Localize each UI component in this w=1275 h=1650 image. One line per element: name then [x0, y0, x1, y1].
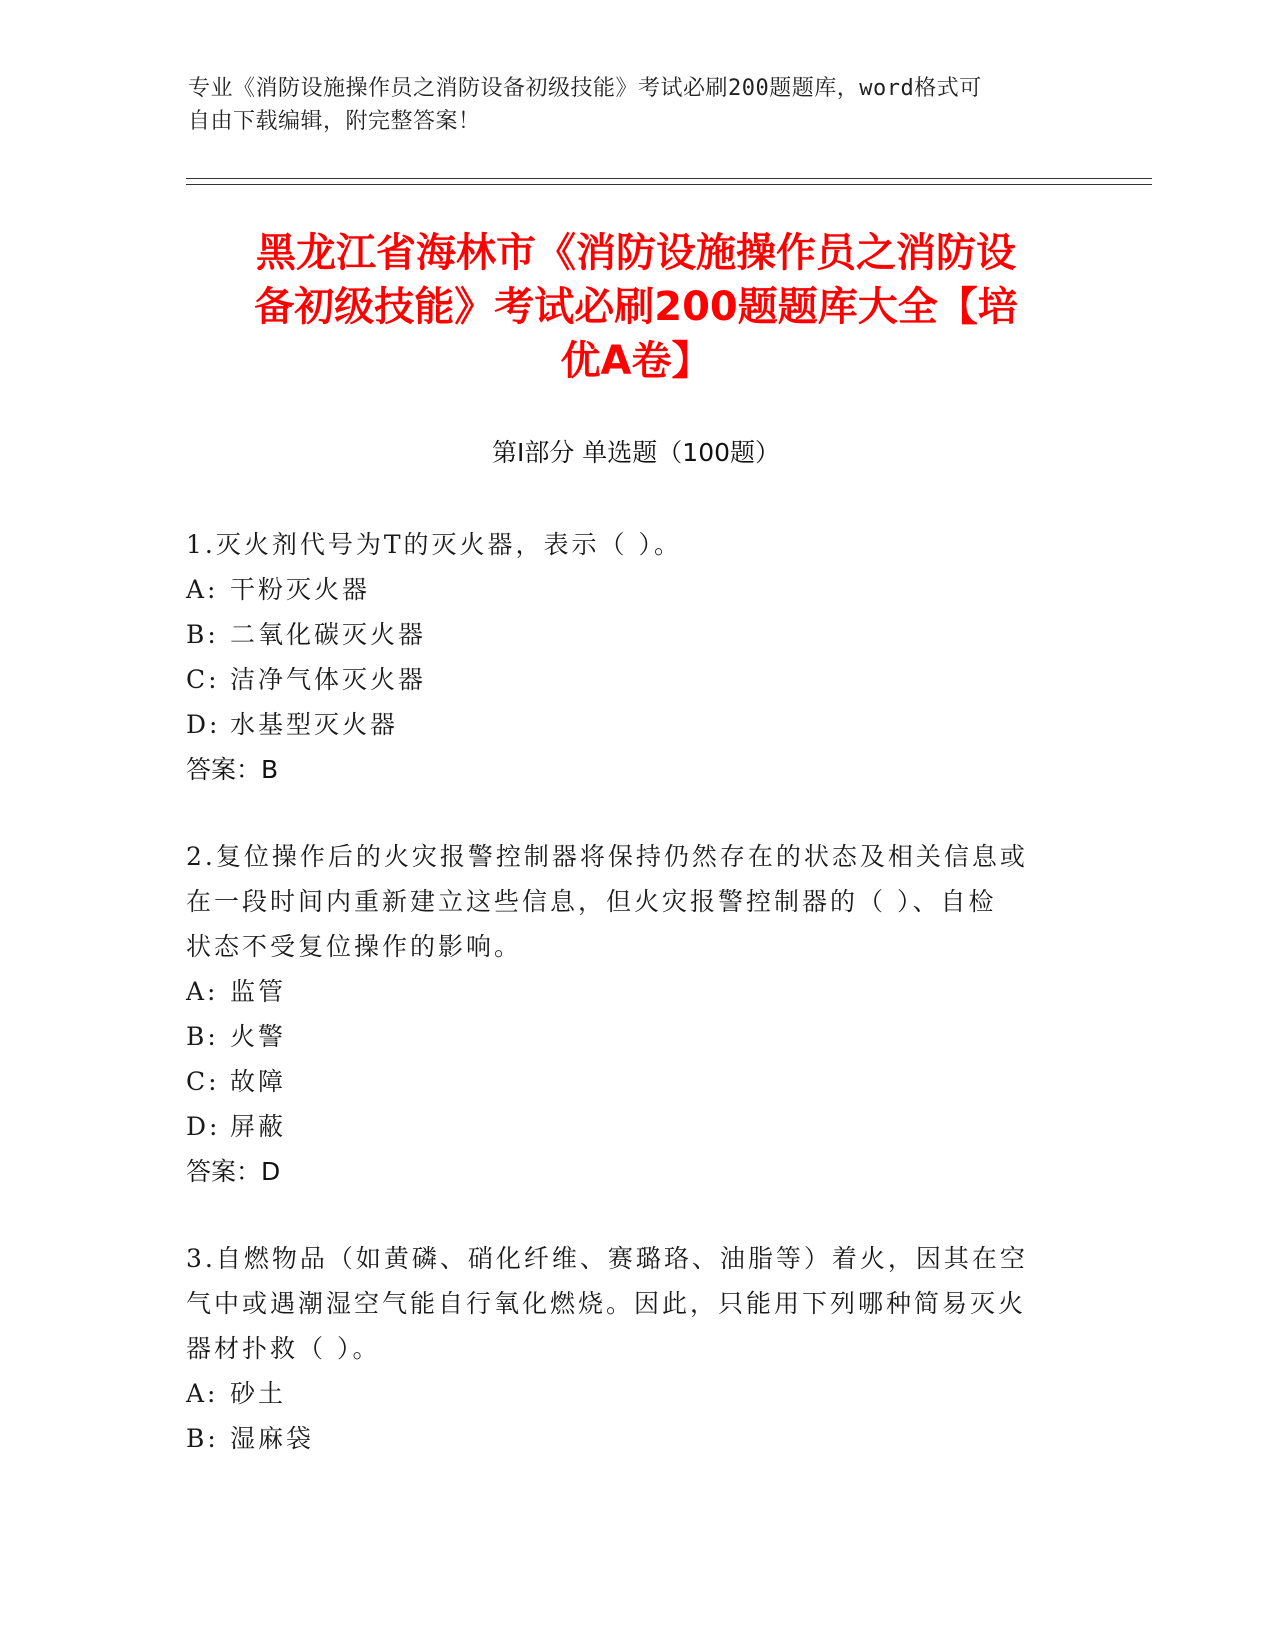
title-line-3: 优A卷】 — [560, 338, 712, 384]
option-text: 屏蔽 — [230, 1112, 287, 1141]
title-line-2: 备初级技能》考试必刷200题题库大全【培 — [254, 284, 1018, 330]
option-text: 砂土 — [230, 1379, 287, 1408]
option-key: A: — [186, 1379, 219, 1408]
option-b — [186, 1416, 1066, 1461]
question-text-line: 1.灭火剂代号为T的灭火器，表示（ ）。 — [186, 530, 682, 559]
question-text-line: 3.自燃物品（如黄磷、硝化纤维、赛璐珞、油脂等）着火，因其在空 — [186, 1244, 1028, 1273]
header-rule-top — [186, 178, 1152, 179]
option-a — [186, 567, 1066, 612]
header-note-line-2: 自由下载编辑，附完整答案！ — [188, 109, 481, 134]
option-text: 二氧化碳灭火器 — [230, 620, 427, 649]
section-title: 第Ⅰ部分 单选题（100题） — [491, 438, 781, 467]
option-key: B: — [186, 620, 219, 649]
question-3 — [186, 1236, 1066, 1461]
question-text-line: 状态不受复位操作的影响。 — [186, 932, 523, 961]
option-b — [186, 612, 1066, 657]
option-text: 水基型灭火器 — [230, 710, 399, 739]
option-text: 干粉灭火器 — [230, 575, 371, 604]
option-a — [186, 969, 1066, 1014]
option-key: A: — [186, 977, 219, 1006]
question-text-line: 器材扑救（ ）。 — [186, 1334, 381, 1363]
option-text: 火警 — [230, 1022, 287, 1051]
option-key: B: — [186, 1022, 219, 1051]
option-text: 故障 — [230, 1067, 287, 1096]
answer: 答案：D — [186, 1157, 281, 1186]
question-text-line: 气中或遇潮湿空气能自行氧化燃烧。因此，只能用下列哪种简易灭火 — [186, 1289, 1027, 1318]
document-title — [186, 226, 1086, 388]
question-2 — [186, 834, 1066, 1194]
header-note-line-1: 专业《消防设施操作员之消防设备初级技能》考试必刷200题题库，word格式可 — [188, 76, 982, 101]
option-a — [186, 1371, 1066, 1416]
question-list — [186, 522, 1066, 1503]
option-key: B: — [186, 1424, 219, 1453]
option-key: C: — [186, 1067, 220, 1096]
option-text: 洁净气体灭火器 — [230, 665, 427, 694]
option-key: C: — [186, 665, 220, 694]
answer: 答案：B — [186, 755, 279, 784]
option-key: D: — [186, 1112, 221, 1141]
option-text: 湿麻袋 — [230, 1424, 315, 1453]
header-note — [188, 72, 1068, 138]
option-text: 监管 — [230, 977, 287, 1006]
option-key: D: — [186, 710, 221, 739]
question-1 — [186, 522, 1066, 792]
option-c — [186, 1059, 1066, 1104]
question-text-line: 2.复位操作后的火灾报警控制器将保持仍然存在的状态及相关信息或 — [186, 842, 1028, 871]
header-rule-bottom — [186, 184, 1152, 185]
option-d — [186, 702, 1066, 747]
question-text-line: 在一段时间内重新建立这些信息，但火灾报警控制器的（ ）、自检 — [186, 887, 997, 916]
option-d — [186, 1104, 1066, 1149]
option-key: A: — [186, 575, 219, 604]
title-line-1: 黑龙江省海林市《消防设施操作员之消防设 — [256, 230, 1016, 276]
option-b — [186, 1014, 1066, 1059]
option-c — [186, 657, 1066, 702]
